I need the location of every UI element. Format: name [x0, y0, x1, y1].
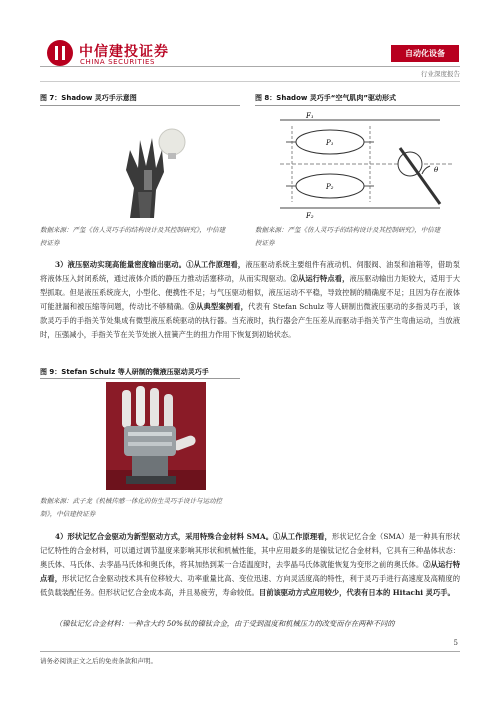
para3-lead: 3）液压驱动实现高能量密度输出驱动。 — [55, 260, 187, 269]
fig9-image — [106, 382, 206, 490]
disclaimer: 请务必阅读正文之后的免责条款和声明。 — [40, 657, 157, 665]
para3-s2: 液压驱动输出力矩较大，适用于大型抓取。但是液压系统庞大，小型化、便携性不足；与气压驱动相似，液压运动不平稳，导致控制的精确度不足；且因为存在液体可能泄漏和被压缩等问题，传动比不够精确。 — [40, 274, 461, 311]
fig9-rule — [40, 378, 240, 379]
fig8-source — [255, 224, 440, 250]
fig9-source-line1: 数据来源：武子龙《机械传感一体化的仿生灵巧手设计与运动控 — [40, 497, 222, 505]
fig9-caption: 图 9：Stefan Schulz 等人研制的微液压驱动灵巧手 — [40, 368, 209, 376]
fig8-label-f1: F₁ — [306, 112, 314, 120]
fig7-source — [40, 224, 225, 250]
para3-s3-bold: ③从典型案例看， — [188, 302, 249, 311]
para4-lead: 4）形状记忆合金驱动为新型驱动方式，采用特殊合金材料 SMA。①从工作原理看， — [55, 532, 332, 541]
para3-s1-bold: ①从工作原理看， — [186, 260, 246, 269]
logo-text-en: CHINA SECURITIES — [80, 58, 156, 66]
fig8-label-f2: F₂ — [306, 212, 314, 220]
fig9-source — [40, 495, 222, 521]
fig8-rule — [255, 105, 460, 106]
para4-s2-bold: ②从运行特点看， — [40, 560, 461, 583]
fig8-diagram — [262, 108, 460, 220]
fig8-label-p1: P₁ — [326, 139, 334, 147]
fig8-source-line1: 数据来源：严玺《仿人灵巧手的结构设计及其控制研究》，中信建 — [255, 226, 441, 234]
paragraph-hydraulic — [40, 258, 460, 342]
para4-s2: 形状记忆合金驱动技术具有位移较大、功率重量比高、变位迅速、方向灵活度高的特性，利于灵巧手进行高速度及高精度的低负载装配任务。但形状记忆合金成本高，并且易疲劳，寿命较低。 — [40, 574, 460, 597]
page-number: 5 — [453, 639, 458, 647]
fig7-source-line1: 数据来源：严玺《仿人灵巧手的结构设计及其控制研究》，中信建 — [40, 226, 226, 234]
header-divider-2 — [40, 81, 460, 82]
paragraph-sma — [40, 530, 460, 600]
fig9-source-line2: 制》，中信建投证券 — [40, 510, 96, 518]
fig8-caption: 图 8：Shadow 灵巧手“空气肌肉”驱动形式 — [255, 94, 396, 102]
para3-s1: 液压驱动系统主要组件有液动机、伺服阀、油泵和油箱等，借助泵将液体压入封闭系统，通过液体介质的静压力推动活塞移动，从而实现驱动。 — [40, 260, 461, 283]
para3-s3: 代表有 Stefan Schulz 等人研制出微液压驱动的多指灵巧手，该款灵巧手的手指关节处集成有微型液压系统驱动的执行器。当充液时，执行器会产生压差从而驱动手指关节产生弯曲运动，当放液时，压强减小，手指关节在关节处嵌入扭簧产生的扭力作用下恢复到初始状态。 — [40, 302, 461, 339]
para4-s3-bold: 目前该驱动方式应用较少，代表有日本的 Hitachi 灵巧手。 — [258, 588, 455, 597]
fig7-caption: 图 7：Shadow 灵巧手示意图 — [40, 94, 137, 102]
logo-icon — [47, 40, 73, 66]
footer-divider — [40, 651, 460, 652]
report-type: 行业深度报告 — [421, 70, 460, 78]
fig8-label-p2: P₂ — [326, 183, 334, 191]
fig7-source-line2: 投证券 — [40, 239, 60, 247]
section-tag: 自动化设备 — [391, 45, 459, 62]
logo-text-cn: 中信建投证券 — [79, 44, 169, 60]
fig7-image — [100, 110, 200, 218]
header-divider — [40, 66, 460, 67]
fig8-source-line2: 投证券 — [255, 239, 275, 247]
para3-s2-bold: ②从运行特点看， — [290, 274, 350, 283]
fig8-label-theta: θ — [434, 166, 439, 174]
paragraph-nitinol-note: （镍钛记忆合金材料：一种含大约 50%钛的镍钛合金，由于受到温度和机械压力的改变而存在两种不同的 — [55, 619, 395, 628]
para4-s1: 形状记忆合金（SMA）是一种具有形状记忆特性的合金材料，可以通过调节温度来影响其形状和机械性能，其中应用最多的是镍钛记忆合金材料，它具有三种晶体状态：奥氏体、马氏体、去孪晶马氏体和奥氏体，将其加热到某一合适温度时，去孪晶马氏体就能恢复为变形之前的奥氏体。 — [40, 532, 461, 569]
fig7-rule — [40, 105, 240, 106]
